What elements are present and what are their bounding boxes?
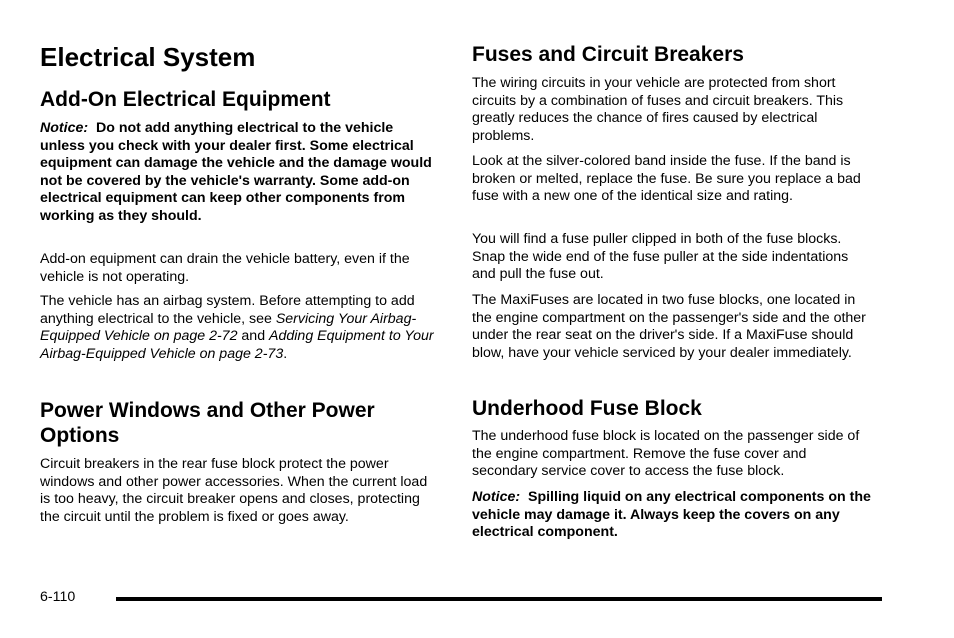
notice-label: Notice: bbox=[40, 120, 89, 136]
power-windows-heading: Power Windows and Other Power Options bbox=[40, 399, 375, 447]
notice-label: Notice: bbox=[472, 489, 521, 505]
addon-notice bbox=[40, 120, 440, 226]
fuses-para-1: The wiring circuits in your vehicle are protected from short circuits by a combination of fuses and circuit breakers. This greatly reduces the chance of fires caused by electrical problems. bbox=[472, 75, 844, 144]
underhood-notice bbox=[472, 489, 872, 542]
footer-rule bbox=[116, 597, 882, 601]
underhood-heading: Underhood Fuse Block bbox=[472, 397, 702, 420]
power-windows-para: Circuit breakers in the rear fuse block protect the power windows and other power accessories. When the current load is too heavy, the circuit breaker opens and closes, protecting the circuit until the problem is fixed or goes away. bbox=[40, 456, 428, 525]
notice-text: Spilling liquid on any electrical components on the vehicle may damage it. Always keep the covers on any electrical component. bbox=[472, 489, 871, 541]
para2-text-c: . bbox=[283, 345, 288, 362]
addon-para-2 bbox=[40, 293, 440, 363]
para2-text-b: and bbox=[237, 328, 270, 345]
fuses-para-3: You will find a fuse puller clipped in both of the fuse blocks. Snap the wide end of the fuse puller at the side indentations and pull the fuse out. bbox=[472, 231, 849, 283]
page-title: Electrical System bbox=[40, 42, 256, 72]
notice-text: Do not add anything electrical to the vehicle unless you check with your dealer first. Some electrical equipment can damage the vehicle and the damage would not be covered by the vehicle's warranty. Some add-on electrical equipment can keep other components from working as they should. bbox=[40, 120, 432, 224]
fuses-para-4: The MaxiFuses are located in two fuse blocks, one located in the engine compartment on the passenger's side and the other under the rear seat on the driver's side. If a MaxiFuse should blow, have your vehicle serviced by your dealer immediately. bbox=[472, 292, 866, 361]
fuses-para-2: Look at the silver-colored band inside the fuse. If the band is broken or melted, replace the fuse. Be sure you replace a bad fuse with a new one of the identical size and rating. bbox=[472, 153, 861, 205]
addon-para-1: Add-on equipment can drain the vehicle battery, even if the vehicle is not operating. bbox=[40, 251, 410, 285]
fuses-heading: Fuses and Circuit Breakers bbox=[472, 43, 744, 66]
page-number: 6-110 bbox=[40, 589, 76, 605]
underhood-para: The underhood fuse block is located on the passenger side of the engine compartment. Remove the fuse cover and secondary service cover to access the fuse block. bbox=[472, 428, 860, 480]
addon-heading: Add-On Electrical Equipment bbox=[40, 88, 331, 111]
para2-text-a: The vehicle has an airbag system. Before attempting to add anything electrical to the vehicle, see bbox=[40, 293, 415, 327]
ref-adding-equipment[interactable]: Adding Equipment to Your Airbag-Equipped Vehicle on page 2-73 bbox=[40, 328, 434, 362]
ref-servicing-airbag[interactable]: Servicing Your Airbag-Equipped Vehicle on page 2-72 bbox=[40, 310, 417, 345]
